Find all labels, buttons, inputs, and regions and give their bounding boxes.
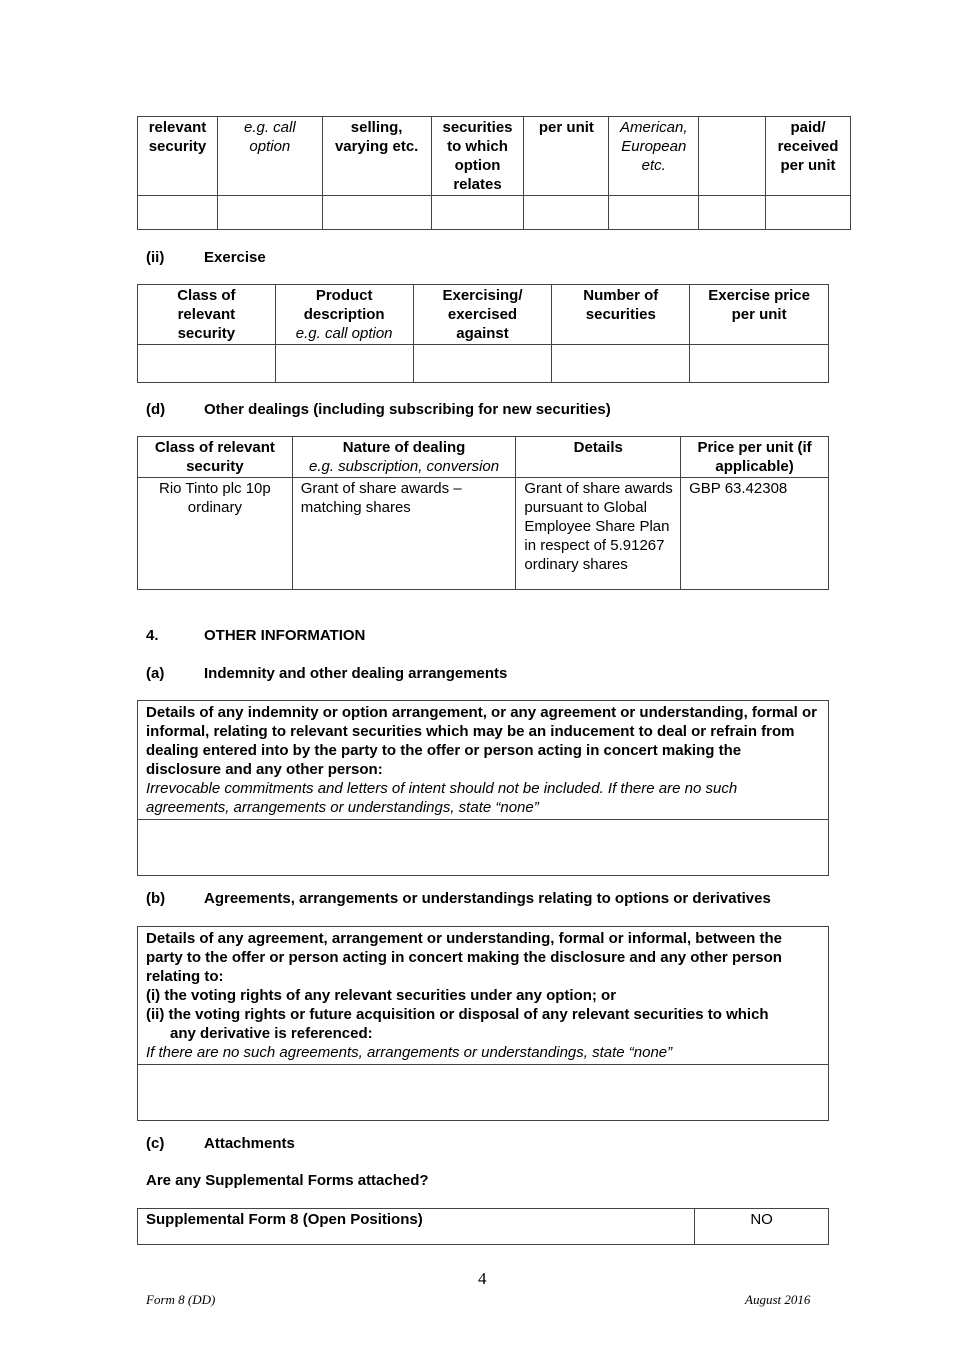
empty-cell[interactable]: [524, 196, 609, 230]
empty-cell[interactable]: [552, 345, 690, 383]
agreements-description-row: [138, 927, 829, 1065]
empty-cell[interactable]: [322, 196, 431, 230]
section-4-num: 4.: [146, 627, 159, 644]
options-table-empty-row: [138, 196, 851, 230]
other-dealings-header-details: Details: [516, 437, 681, 478]
empty-cell[interactable]: [275, 345, 413, 383]
other-dealings-header-price: Price per unit (if applicable): [681, 437, 829, 478]
other-dealings-header-row: [138, 437, 829, 478]
page-number: 4: [478, 1269, 487, 1288]
indemnity-table: [137, 700, 829, 876]
empty-cell[interactable]: [699, 196, 766, 230]
exercise-table-header-row: [138, 285, 829, 345]
options-header-cell: selling, varying etc.: [322, 117, 431, 196]
exercise-header-number: Number of securities: [552, 285, 690, 345]
exercise-header-product: Product description e.g. call option: [275, 285, 413, 345]
indemnity-heading-title: Indemnity and other dealing arrangements: [204, 665, 508, 682]
indemnity-bold-text: Details of any indemnity or option arrangement, or any agreement or understanding, formal or informal, relating to relevant securities which may be an inducement to deal or refrain from dealing entered into by the party to the offer or person acting in concert making the disclosure and any other person:: [146, 704, 817, 778]
exercise-heading: [146, 248, 266, 267]
indemnity-description-row: [138, 701, 829, 820]
exercise-heading-num: (ii): [146, 249, 165, 266]
supplemental-form-value[interactable]: NO: [695, 1209, 829, 1245]
agreements-item-i: (i) the voting rights of any relevant securities under any option; or: [146, 987, 617, 1004]
agreements-description: [138, 927, 829, 1065]
empty-cell[interactable]: [413, 345, 552, 383]
exercise-heading-title: Exercise: [204, 249, 266, 266]
attachments-heading-title: Attachments: [204, 1135, 295, 1152]
options-table: [137, 116, 851, 230]
options-header-cell: e.g. call option: [217, 117, 322, 196]
section-4-heading: [146, 626, 365, 645]
empty-cell[interactable]: [217, 196, 322, 230]
options-header-cell: paid/ received per unit: [766, 117, 851, 196]
other-dealings-nature-value: Grant of share awards – matching shares: [292, 478, 516, 590]
options-header-cell: American, European etc.: [609, 117, 699, 196]
exercise-header-exercising: Exercising/ exercised against: [413, 285, 552, 345]
indemnity-italic-text: Irrevocable commitments and letters of intent should not be included. If there are no such agreements, arrangements or understandings, state “none”: [146, 780, 738, 816]
agreements-heading-num: (b): [146, 890, 166, 907]
indemnity-value-row: [138, 820, 829, 876]
empty-cell[interactable]: [138, 345, 276, 383]
agreements-value-row: [138, 1065, 829, 1121]
other-dealings-header-class: Class of relevant security: [138, 437, 293, 478]
other-dealings-class-value: Rio Tinto plc 10p ordinary: [138, 478, 293, 590]
other-dealings-table: [137, 436, 829, 590]
attachments-row: [138, 1209, 829, 1245]
footer-form-name: Form 8 (DD): [146, 1292, 216, 1307]
other-dealings-heading-num: (d): [146, 401, 166, 418]
agreements-value[interactable]: [138, 1065, 829, 1121]
options-header-cell: [699, 117, 766, 196]
empty-cell[interactable]: [690, 345, 829, 383]
attachments-heading: [146, 1134, 295, 1153]
other-dealings-price-value: GBP 63.42308: [681, 478, 829, 590]
attachments-table: [137, 1208, 829, 1245]
indemnity-heading-num: (a): [146, 665, 165, 682]
empty-cell[interactable]: [138, 196, 218, 230]
indemnity-description: [138, 701, 829, 820]
agreements-italic-text: If there are no such agreements, arrangements or understandings, state “none”: [146, 1044, 673, 1061]
agreements-table: [137, 926, 829, 1121]
indemnity-value[interactable]: [138, 820, 829, 876]
empty-cell[interactable]: [766, 196, 851, 230]
options-table-header-row: [138, 117, 851, 196]
empty-cell[interactable]: [431, 196, 524, 230]
other-dealings-heading-title: Other dealings (including subscribing for new securities): [204, 401, 611, 418]
section-4-title: OTHER INFORMATION: [204, 627, 366, 644]
agreements-item-ii: (ii) the voting rights or future acquisition or disposal of any relevant securities to which: [146, 1006, 769, 1023]
empty-cell[interactable]: [609, 196, 699, 230]
options-header-cell: securities to which option relates: [431, 117, 524, 196]
agreements-bold-text: Details of any agreement, arrangement or understanding, formal or informal, between the party to the offer or person acting in concert making the disclosure and any other person relating to:: [146, 930, 782, 985]
other-dealings-data-row: [138, 478, 829, 590]
attachments-heading-num: (c): [146, 1135, 165, 1152]
exercise-header-class: Class of relevant security: [138, 285, 276, 345]
footer-date: August 2016: [745, 1292, 811, 1307]
other-dealings-details-value: Grant of share awards pursuant to Global Employee Share Plan in respect of 5.91267 ordinary shares: [516, 478, 681, 590]
exercise-table: [137, 284, 829, 383]
exercise-header-price: Exercise price per unit: [690, 285, 829, 345]
options-header-cell: relevant security: [138, 117, 218, 196]
agreements-heading: [146, 889, 771, 908]
attachments-question: Are any Supplemental Forms attached?: [146, 1172, 429, 1189]
agreements-item-ii-continued: any derivative is referenced:: [170, 1025, 373, 1042]
exercise-table-empty-row: [138, 345, 829, 383]
supplemental-form-label: Supplemental Form 8 (Open Positions): [138, 1209, 695, 1245]
agreements-heading-title: Agreements, arrangements or understandings relating to options or derivatives: [204, 890, 771, 907]
other-dealings-heading: [146, 400, 611, 419]
indemnity-heading: [146, 664, 507, 683]
other-dealings-header-nature: Nature of dealing e.g. subscription, conversion: [292, 437, 516, 478]
options-header-cell: per unit: [524, 117, 609, 196]
